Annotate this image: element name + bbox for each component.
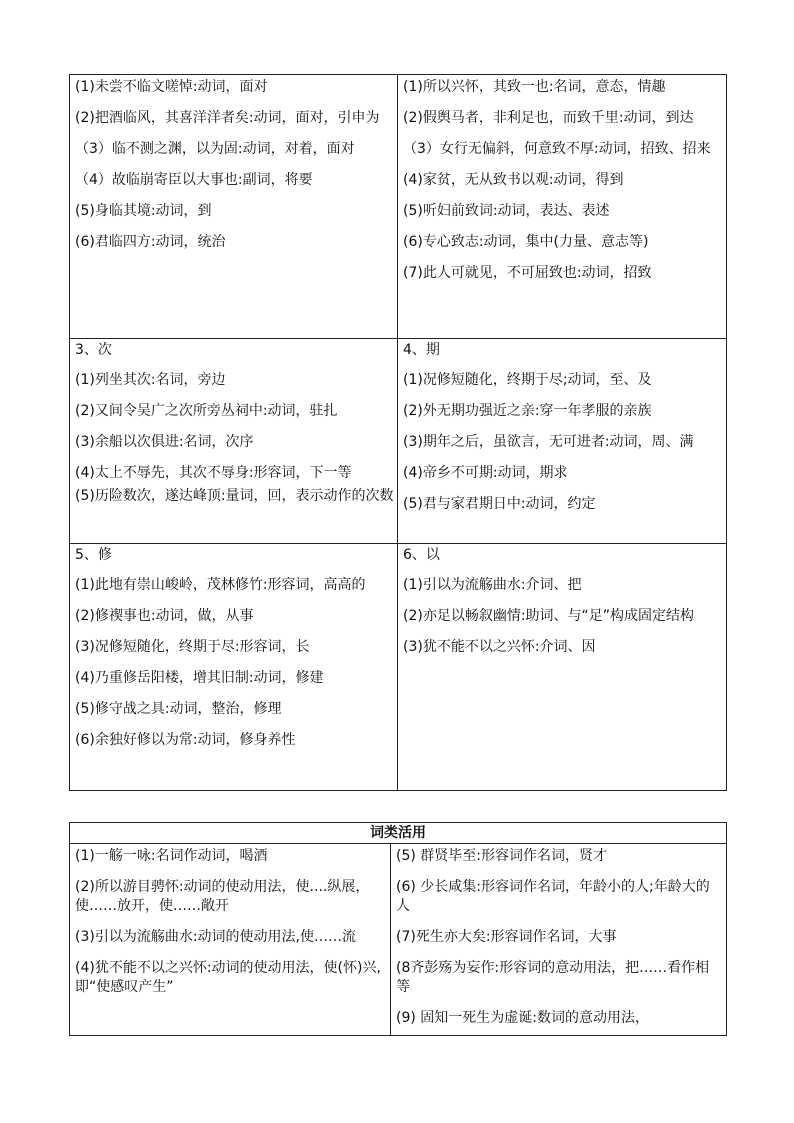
list-item: (2)所以游目骋怀:动词的使动用法，使....纵展，使……放开，使……敞开 [75, 879, 370, 914]
list-item: (2)修禊事也:动词，做，从事 [75, 608, 254, 624]
list-item: (1)所以兴怀，其致一也:名词，意态，情趣 [403, 79, 666, 95]
list-item: (7)此人可就见，不可屈致也:动词，招致 [403, 265, 652, 281]
list-item: (5)身临其境:动词，到 [75, 203, 212, 219]
section-heading: 3、次 [75, 342, 112, 358]
list-item: (1)未尝不临文嗟悼:动词，面对 [75, 79, 268, 95]
cell-ci [70, 339, 398, 544]
list-item: (5) 群贤毕至:形容词作名词，贤才 [396, 848, 607, 864]
cell-lin [70, 75, 398, 339]
list-item: (3)余船以次俱进:名词，次序 [75, 434, 254, 450]
list-item: (1)引以为流觞曲水:介词、把 [403, 577, 582, 593]
section-heading: 6、以 [403, 547, 440, 563]
list-item: (3)犹不能不以之兴怀:介词、因 [403, 639, 596, 655]
table-row [70, 339, 727, 544]
list-item: (3)期年之后，虽欲言，无可进者:动词，周、满 [403, 434, 694, 450]
list-item: (7)死生亦大矣:形容词作名词，大事 [396, 929, 617, 945]
list-item: (1)况修短随化，终期于尽;动词，至、及 [403, 372, 652, 388]
cell-yi [398, 544, 727, 791]
table-row [70, 544, 727, 791]
list-item: (6)余独好修以为常:动词，修身养性 [75, 732, 296, 748]
section-heading: 4、期 [403, 342, 440, 358]
list-item: (1)此地有崇山峻岭，茂林修竹:形容词，高高的 [75, 577, 366, 593]
list-item: (9) 固知一死生为虚诞:数词的意动用法， [396, 1010, 649, 1026]
list-item: （4）故临崩寄臣以大事也:副词，将要 [75, 172, 313, 188]
table-title-row [70, 823, 727, 844]
section-heading: 5、修 [75, 547, 112, 563]
list-item: （3）女行无偏斜，何意致不厚:动词，招致、招来 [403, 141, 711, 157]
polysemy-table [69, 74, 727, 791]
list-item: (5)修守战之具:动词，整治，修理 [75, 701, 282, 717]
list-item: (8齐彭殇为妄作:形容词的意动用法，把……看作相等 [396, 960, 710, 995]
list-item: (4)太上不辱先，其次不辱身:形容词，下一等 [75, 465, 352, 481]
list-item: (2)又间令吴广之次所旁丛祠中:动词，驻扎 [75, 403, 338, 419]
list-item: （3）临不测之渊，以为固:动词，对着，面对 [75, 141, 355, 157]
word-class-usage-table [69, 822, 727, 1036]
list-item: (6)专心致志:动词，集中(力量、意志等) [403, 234, 649, 250]
list-item: (5)听妇前致词:动词，表达、表述 [403, 203, 610, 219]
list-item: (4)犹不能不以之兴怀:动词的使动用法，使(怀)兴,即“使感叹产生” [75, 960, 381, 995]
cell-right [391, 844, 727, 1036]
list-item: (3)引以为流觞曲水:动词的使动用法,使……流 [75, 929, 356, 945]
list-item: (4)乃重修岳阳楼，增其旧制:动词，修建 [75, 670, 324, 686]
list-item: (2)假舆马者，非利足也，而致千里:动词，到达 [403, 110, 694, 126]
list-item: (1)一觞一咏:名词作动词，喝酒 [75, 848, 268, 864]
table-title: 词类活用 [70, 823, 727, 844]
table-row [70, 844, 727, 1036]
list-item: (5)历险数次，遂达峰顶:量词，回，表示动作的次数 [75, 488, 394, 504]
list-item: (2)亦足以畅叙幽情:助词、与“足”构成固定结构 [403, 608, 695, 624]
list-item: (2)外无期功强近之亲:穿一年孝服的亲族 [403, 403, 652, 419]
list-item: (5)君与家君期日中:动词，约定 [403, 496, 596, 512]
table-row [70, 75, 727, 339]
cell-qi [398, 339, 727, 544]
list-item: (4)家贫，无从致书以观:动词，得到 [403, 172, 624, 188]
list-item: (6)君临四方:动词，统治 [75, 234, 226, 250]
list-item: (1)列坐其次:名词，旁边 [75, 372, 226, 388]
cell-zhi [398, 75, 727, 339]
cell-left [70, 844, 391, 1036]
list-item: (4)帝乡不可期:动词，期求 [403, 465, 568, 481]
cell-xiu [70, 544, 398, 791]
list-item: (6) 少长咸集:形容词作名词，年龄小的人;年龄大的人 [396, 879, 710, 914]
list-item: (3)况修短随化，终期于尽:形容词，长 [75, 639, 310, 655]
list-item: (2)把酒临风，其喜洋洋者矣:动词，面对，引申为 [75, 110, 380, 126]
